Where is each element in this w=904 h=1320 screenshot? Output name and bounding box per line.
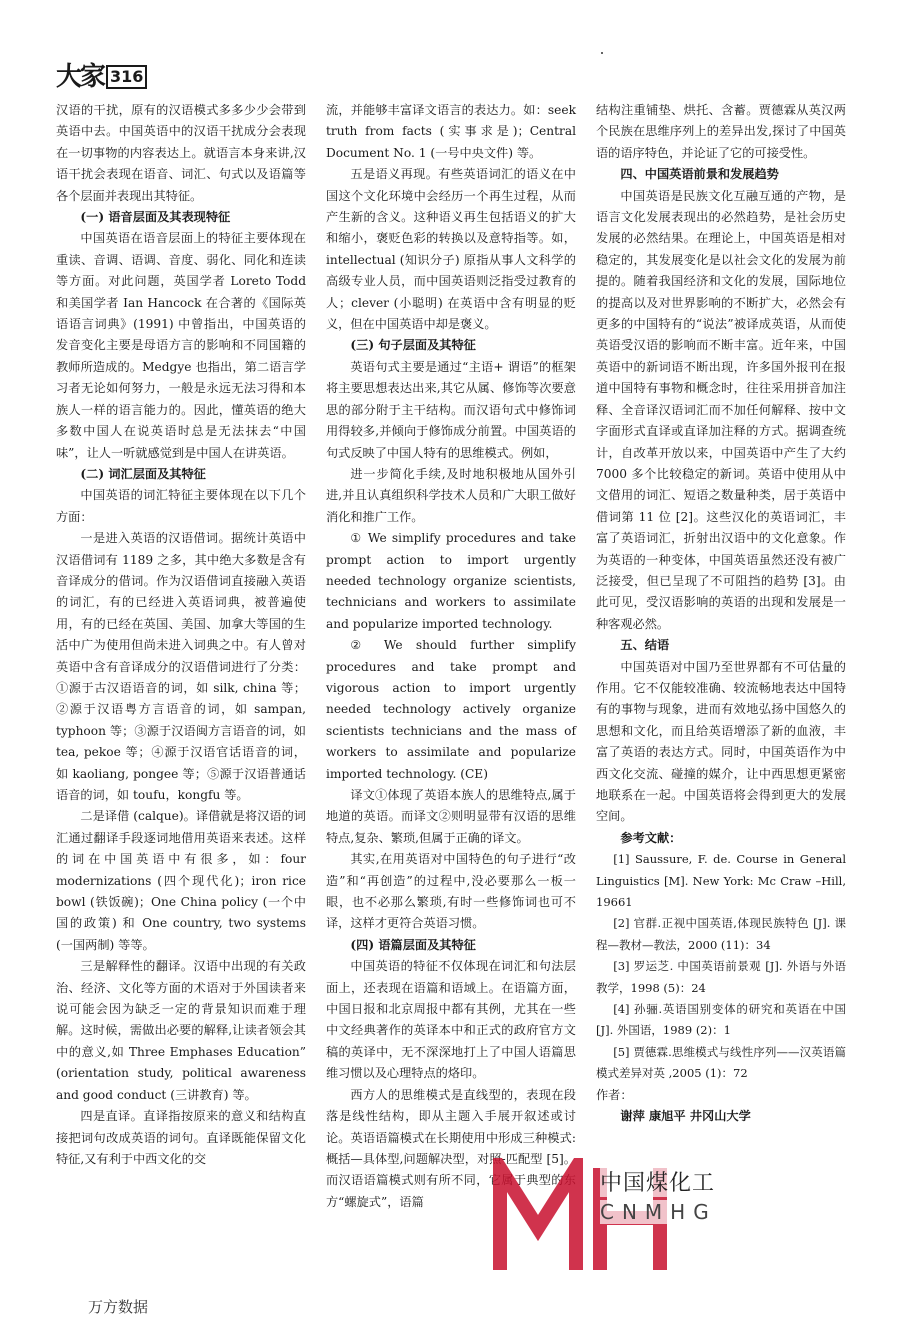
reference-item: [5] 贾德霖.思维模式与线性序列——汉英语篇模式差异对英 ,2005 (1)：72 xyxy=(596,1044,846,1081)
watermark-site-cn: 中国煤化工 xyxy=(600,1166,715,1197)
reference-item: [2] 官群.正视中国英语,体现民族特色 [J]. 课程—教材—教法，2000 (11)：34 xyxy=(596,916,846,952)
reference-item: [4] 孙骊.英语国别变体的研究和英语在中国 [J]. 外国语，1989 (2)：1 xyxy=(596,1002,846,1038)
section-heading: (一) 语音层面及其表现特征 xyxy=(80,210,231,225)
paragraph: ① We simplify procedures and take prompt action to import urgently needed technology organize scientists, technicians and workers to assimilate and popularize imported technology. xyxy=(326,531,576,631)
section-heading: (二) 词汇层面及其特征 xyxy=(80,466,206,481)
paragraph: ② We should further simplify procedures and take prompt and vigorous action to import urgently needed technology actively organize scientists technicians and the mass of workers to assimilate and popularize imported technology. (CE) xyxy=(326,638,576,781)
paragraph: 西方人的思维模式是直线型的，表现在段落是线性结构，即从主题入手展开叙述或讨论。英语语篇模式在长期使用中形成三种模式:概括—具体型,问题解决型，对照-匹配型 [5]。而汉语语篇模式则有所不同，它属于典型的东方“螺旋式”，语篇 xyxy=(326,1087,576,1209)
section-heading: 五、结语 xyxy=(620,638,670,653)
paragraph: 三是解释性的翻译。汉语中出现的有关政治、经济、文化等方面的术语对于外国读者来说可能会因为缺乏一定的背景知识而难于理解。这时候，需做出必要的解释,让读者领会其中的意义,如 Three Emphases Education” (orientation study, political awareness and good conduct (三讲教育) 等。 xyxy=(56,959,306,1102)
paragraph: 二是译借 (calque)。译借就是将汉语的词汇通过翻译手段逐词地借用英语来表述。这样的词在中国英语中有很多，如：four modernizations (四个现代化)；iron rice bowl (铁饭碗)；One China policy (一个中国的政策) 和 One country, two systems (一国两制) 等等。 xyxy=(56,809,306,952)
paragraph: 中国英语是民族文化互融互通的产物，是语言文化发展表现出的必然趋势，是社会历史发展的必然结果。在理论上，中国英语是相对稳定的，其发展变化是以社会文化的发展为前提的。随着我国经济和文化的发展，国际地位的提高以及对世界影响的不断扩大，必然会有更多的中国特有的“说法”被译成英语，从而使英语受汉语的影响而不断丰富。近年来，中国英语中的新词语不断出现，许多国外报刊在报道中国特有事物和概念时，往往采用拼音加注释、全音译汉语词汇而不加任何解释、按中文字面形式直译或直译加注释的方式。据调查统计，自改革开放以来，中国英语中产生了大约 7000 多个比较稳定的新词。英语中使用从中文借用的词汇、短语之数量种类，居于英语中借词第 11 位 [2]。这些汉化的英语词汇，丰富了英语词汇，折射出汉语中的文化意象。作为英语的一种变体，中国英语虽然还没有被广泛接受，但已呈现了不可阻挡的趋势 [3]。由此可见，受汉语影响的英语的出现和发展是一种客观必然。 xyxy=(596,188,846,631)
paragraph: 流，并能够丰富译文语言的表达力。如：seek truth from facts (实事求是)；Central Document No. 1 (一号中央文件) 等。 xyxy=(326,103,576,160)
paragraph: 其实,在用英语对中国特色的句子进行“改造”和“再创造”的过程中,没必要那么一板一眼，也不必那么繁琐,有时一些修饰词也可不译，这样才更符合英语习惯。 xyxy=(326,852,576,931)
paragraph: 四是直译。直译指按原来的意义和结构直接把词句改成英语的词句。直译既能保留文化特征,又有利于中西文化的交 xyxy=(56,1109,306,1166)
text-column-3 xyxy=(596,100,846,1128)
page-number: 316 xyxy=(106,65,147,89)
section-heading: 四、中国英语前景和发展趋势 xyxy=(620,167,779,182)
section-heading: 参考文献： xyxy=(620,830,682,845)
watermark-site-en: CNMHG xyxy=(600,1200,717,1224)
watermark-source: 万方数据 xyxy=(88,1298,149,1316)
paragraph: 中国英语对中国乃至世界都有不可估量的作用。它不仅能较准确、较流畅地表达中国特有的事物与现象，进而有效地弘扬中国悠久的思想和文化，而且给英语增添了新的血液，丰富了英语的表达方式。同时，中国英语作为中西文化交流、碰撞的媒介，让中西思想更紧密地联系在一起。中国英语将会得到更大的发展空间。 xyxy=(596,659,846,824)
paragraph: 作者： xyxy=(596,1087,633,1102)
section-heading: (三) 句子层面及其特征 xyxy=(350,338,476,353)
paragraph: 译文①体现了英语本族人的思维特点,属于地道的英语。而译文②则明显带有汉语的思维特点,复杂、繁琐,但属于正确的译文。 xyxy=(326,788,576,845)
paragraph: 英语句式主要是通过“主语+ 谓语”的框架将主要思想表达出来,其它从属、修饰等次要意思的部分附于主干结构。而汉语句式中修饰词用得较多,并倾向于修饰成分前置。中国英语的句式反映了中国人特有的思维模式。例如， xyxy=(326,359,576,460)
text-column-1 xyxy=(56,100,306,1170)
paragraph: 一是进入英语的汉语借词。据统计英语中汉语借词有 1189 之多，其中绝大多数是含有音译成分的借词。作为汉语借词直接融入英语的词汇，有的已经进入英语词典，被普遍使用，有的已经在英国、美国、加拿大等国的生活中广为使用但尚未进入词典之中。有人曾对英语中含有音译成分的汉语借词进行了分类：①源于古汉语语音的词，如 silk, china 等；②源于汉语粤方言语音的词，如 sampan, typhoon 等；③源于汉语闽方言语音的词，如 tea, pekoe 等；④源于汉语官话语音的词，如 kaoliang, pongee 等；⑤源于汉语普通话语音的词，如 toufu，kongfu 等。 xyxy=(56,531,306,802)
paragraph: 五是语义再现。有些英语词汇的语义在中国这个文化环境中会经历一个再生过程，从而产生新的含义。这种语义再生包括语义的扩大和缩小，褒贬色彩的转换以及意特指等。如，intellectual (知识分子) 原指从事人文科学的高级专业人员，而中国英语则泛指受过教育的人；clever (小聪明) 在英语中含有明显的贬义，但在中国英语中却是褒义。 xyxy=(326,167,576,332)
scan-dot xyxy=(601,52,603,54)
paragraph: 汉语的干扰，原有的汉语模式多多少少会带到英语中去。中国英语中的汉语干扰成分会表现在一切事物的内容表达上。就语言本身来讲,汉语干扰会表现在语音、词汇、句式以及语篇等各个层面并表现出其特征。 xyxy=(56,103,306,203)
paragraph: 进一步简化手续,及时地积极地从国外引进,并且认真组织科学技术人员和广大职工做好消化和推广工作。 xyxy=(326,466,576,524)
paragraph: 中国英语的词汇特征主要体现在以下几个方面： xyxy=(56,488,306,524)
text-column-2 xyxy=(326,100,576,1213)
paragraph: 中国英语的特征不仅体现在词汇和句法层面上，还表现在语篇和语域上。在语篇方面，中国日报和北京周报中都有其例，尤其在一些中文经典著作的英译本中和正式的政府官方文稿的英译中，无不深深地打上了中国人语篇思维习惯以及心理特点的烙印。 xyxy=(326,959,576,1081)
reference-item: [3] 罗运芝. 中国英语前景观 [J]. 外语与外语教学，1998 (5)：24 xyxy=(596,959,846,995)
section-heading: 谢萍 康旭平 井冈山大学 xyxy=(620,1109,751,1124)
journal-logo: 大家 xyxy=(56,62,105,92)
journal-masthead xyxy=(56,58,147,92)
reference-item: [1] Saussure, F. de. Course in General Linguistics [M]. New York: Mc Craw –Hill, 19661 xyxy=(596,852,846,910)
paragraph: 结构注重铺垫、烘托、含蓄。贾德霖从英汉两个民族在思维序列上的差异出发,探讨了中国英语的语序特色，并论证了它的可接受性。 xyxy=(596,103,846,160)
section-heading: (四) 语篇层面及其特征 xyxy=(350,937,476,952)
paragraph: 中国英语在语音层面上的特征主要体现在重读、音调、语调、音度、弱化、同化和连读等方面。对此问题，英国学者 Loreto Todd 和美国学者 Ian Hancock 在合著的《国际英语语言词典》(1991) 中曾指出，中国英语的发音变化主要是母语方言的影响和不同国籍的教师所造成的。Medgye 也指出，第二语言学习者无论如何努力，一般是永远无法习得和本族人一样的语言能力的。因此，懂英语的绝大多数中国人在说英语时总是无法抹去“中国味”，让人一听就感觉到是中国人在讲英语。 xyxy=(56,231,306,460)
